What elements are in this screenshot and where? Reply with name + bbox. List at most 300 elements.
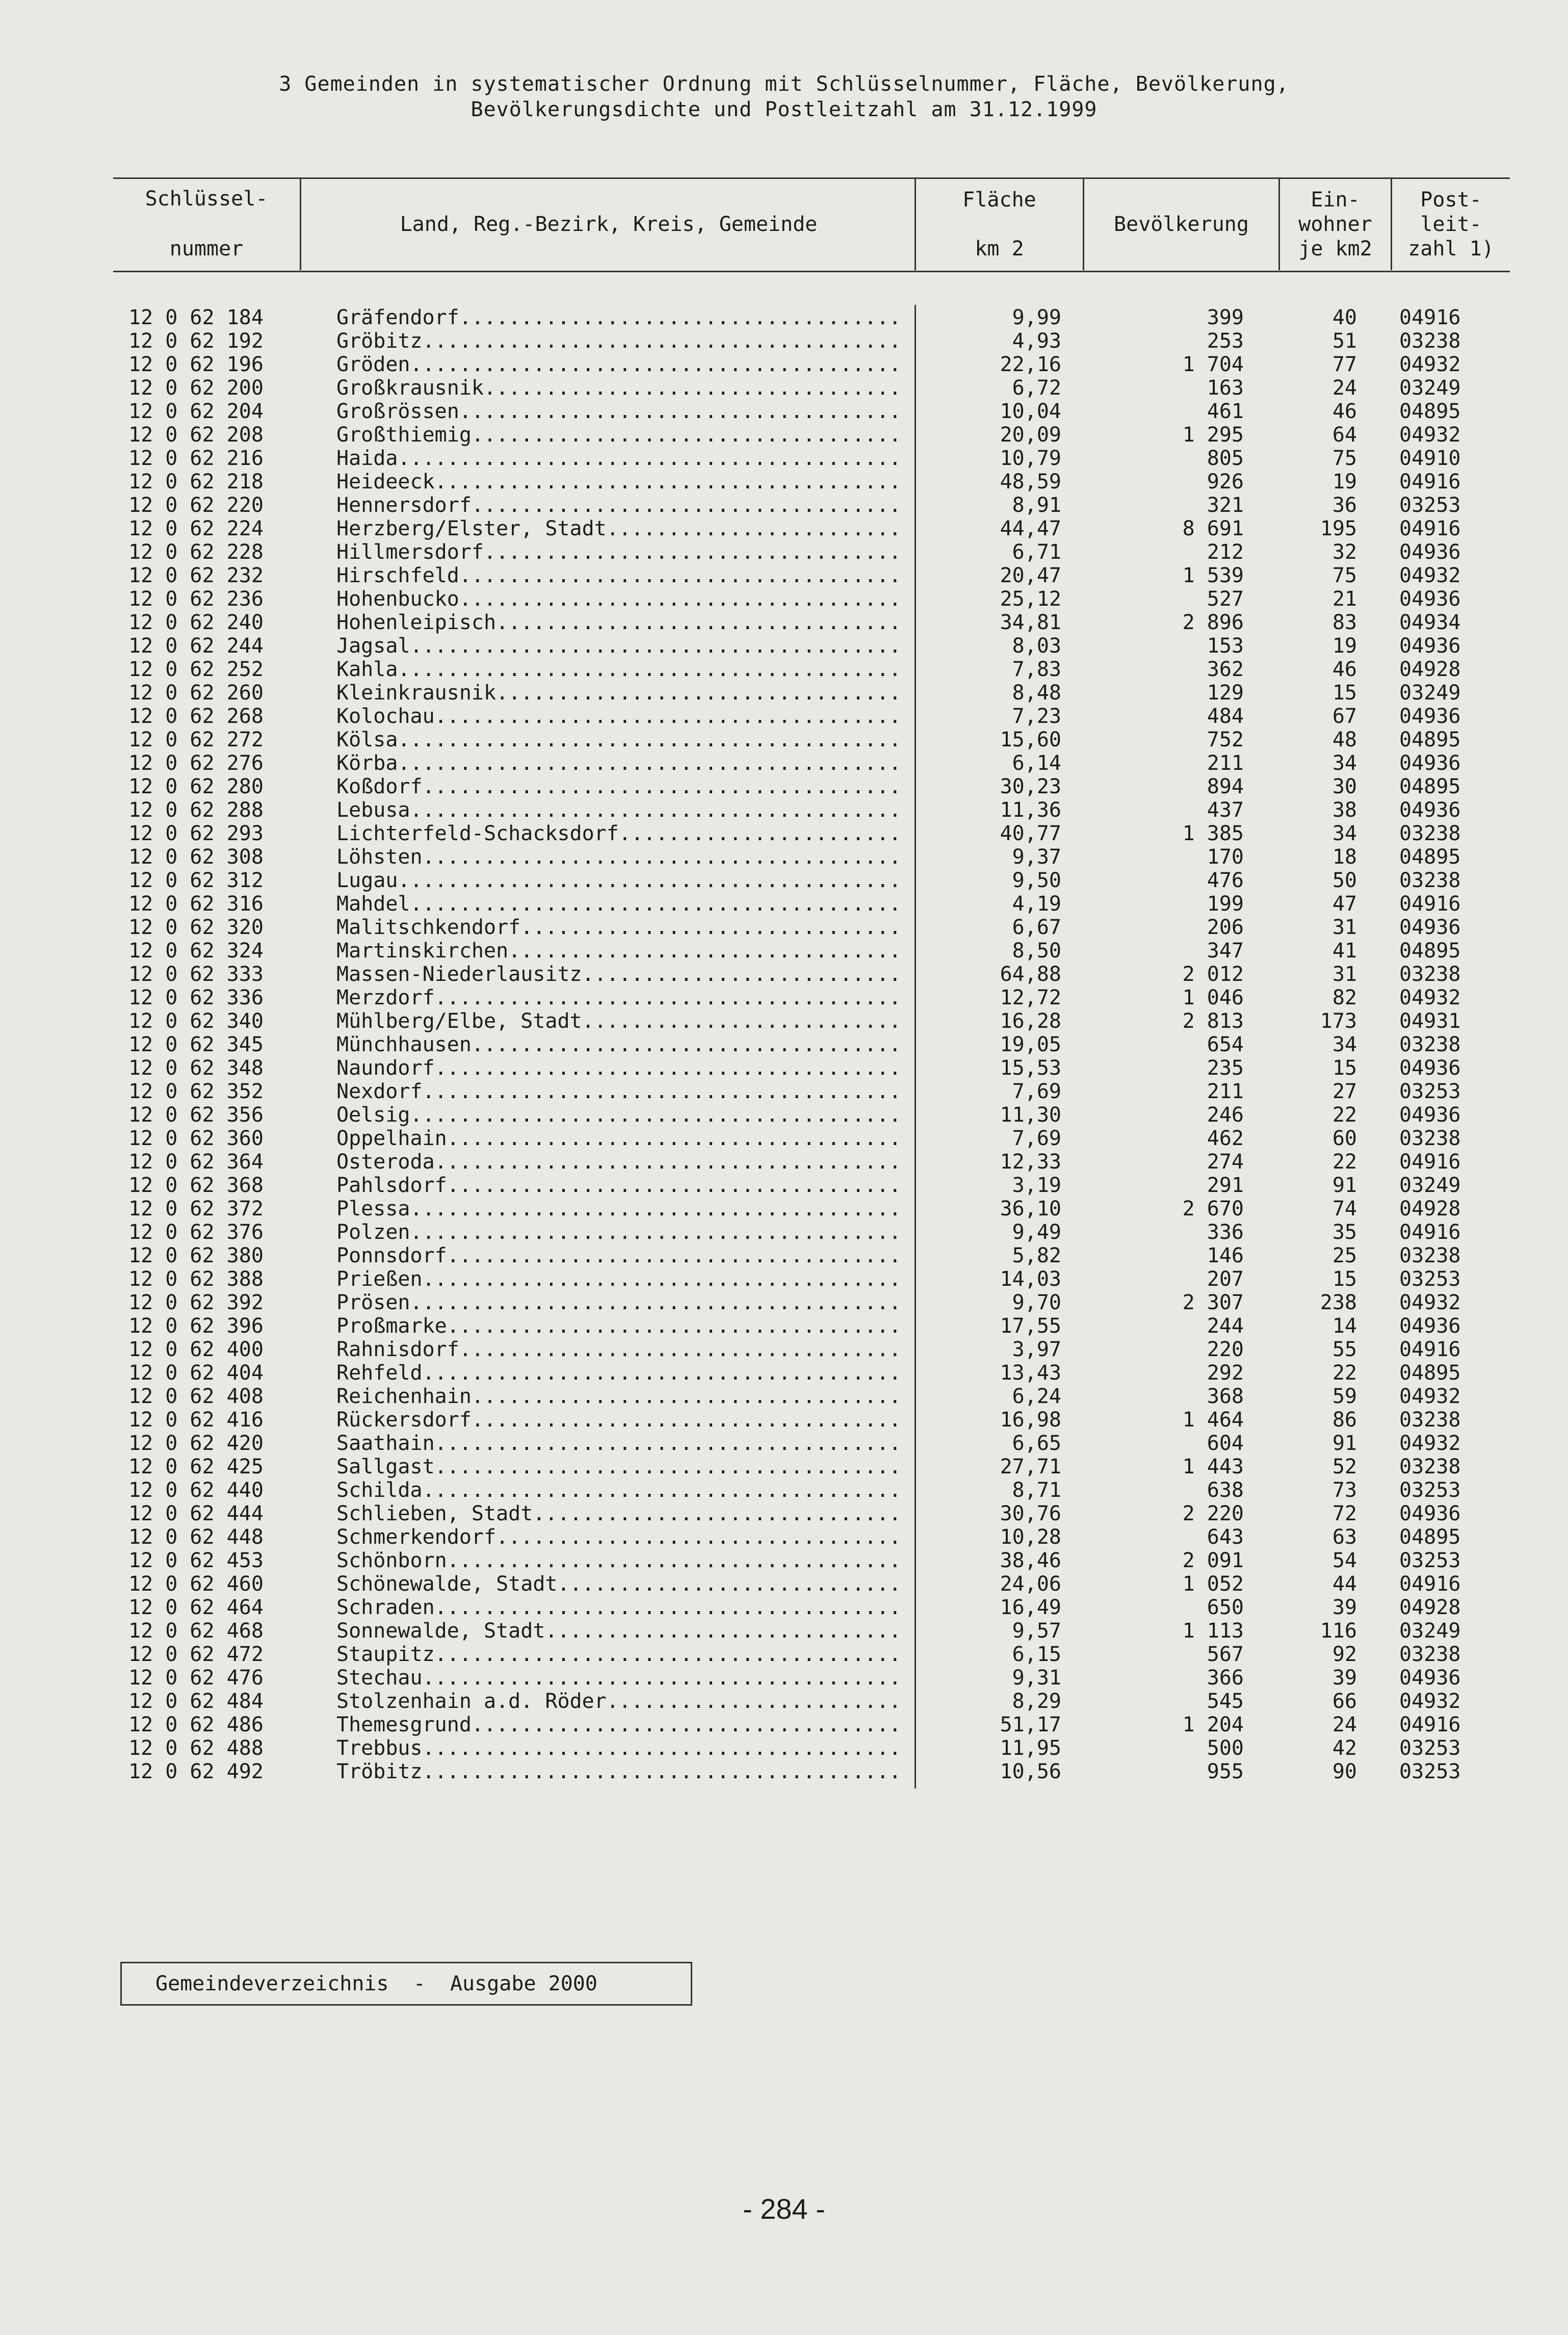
- row-population: 336: [1207, 1221, 1244, 1244]
- row-name: Mühlberg/Elbe, Stadt..........................: [336, 1009, 901, 1033]
- row-population: 362: [1207, 658, 1244, 681]
- table-row: [0, 1432, 1568, 1455]
- row-key: 12 0 62 224: [128, 517, 264, 540]
- row-key: 12 0 62 484: [128, 1690, 264, 1713]
- table-row: [0, 494, 1568, 517]
- table-row: [0, 751, 1568, 775]
- row-density: 75: [1332, 447, 1357, 470]
- row-density: 73: [1332, 1478, 1357, 1502]
- row-population: 484: [1207, 705, 1244, 728]
- row-name: Proßmarke.....................................: [336, 1314, 901, 1338]
- row-key: 12 0 62 204: [128, 400, 264, 423]
- row-population: 805: [1207, 447, 1244, 470]
- row-density: 47: [1332, 892, 1357, 916]
- row-density: 15: [1332, 1056, 1357, 1080]
- row-postal: 04936: [1399, 1314, 1461, 1338]
- row-key: 12 0 62 244: [128, 634, 264, 658]
- table-row: [0, 1478, 1568, 1502]
- row-key: 12 0 62 272: [128, 728, 264, 751]
- row-name: Lugau.........................................: [336, 869, 901, 892]
- row-population: 253: [1207, 329, 1244, 353]
- row-postal: 03238: [1399, 1643, 1461, 1666]
- row-key: 12 0 62 404: [128, 1361, 264, 1385]
- table-row: [0, 1572, 1568, 1596]
- row-area: 10,56: [1000, 1760, 1061, 1783]
- row-population: 274: [1207, 1150, 1244, 1174]
- row-key: 12 0 62 440: [128, 1478, 264, 1502]
- row-area: 10,04: [1000, 400, 1061, 423]
- table-row: [0, 353, 1568, 376]
- row-key: 12 0 62 340: [128, 1009, 264, 1033]
- row-postal: 03238: [1399, 1244, 1461, 1267]
- table-row: [0, 916, 1568, 939]
- row-key: 12 0 62 228: [128, 540, 264, 564]
- row-area: 7,23: [1012, 705, 1061, 728]
- row-postal: 04932: [1399, 423, 1461, 447]
- row-postal: 04936: [1399, 1103, 1461, 1127]
- row-population: 211: [1207, 751, 1244, 775]
- row-name: Stolzenhain a.d. Röder........................: [336, 1690, 901, 1713]
- table-row: [0, 798, 1568, 822]
- row-density: 41: [1332, 939, 1357, 963]
- table-row: [0, 1009, 1568, 1033]
- table-row: [0, 681, 1568, 705]
- row-name: Herzberg/Elster, Stadt........................: [336, 517, 901, 540]
- row-area: 36,10: [1000, 1197, 1061, 1221]
- table-row: [0, 1643, 1568, 1666]
- row-postal: 03253: [1399, 1267, 1461, 1291]
- row-density: 195: [1320, 517, 1357, 540]
- table-row: [0, 1736, 1568, 1760]
- row-population: 1 539: [1182, 564, 1244, 587]
- row-key: 12 0 62 364: [128, 1150, 264, 1174]
- row-name: Polzen........................................: [336, 1221, 901, 1244]
- row-name: Martinskirchen................................: [336, 939, 901, 963]
- row-postal: 04932: [1399, 1385, 1461, 1408]
- row-population: 1 443: [1182, 1455, 1244, 1478]
- table-row: [0, 447, 1568, 470]
- row-population: 545: [1207, 1690, 1244, 1713]
- row-area: 9,31: [1012, 1666, 1061, 1690]
- row-name: Ponnsdorf.....................................: [336, 1244, 901, 1267]
- row-name: Naundorf......................................: [336, 1056, 901, 1080]
- row-density: 51: [1332, 329, 1357, 353]
- row-population: 8 691: [1182, 517, 1244, 540]
- table-row: [0, 1150, 1568, 1174]
- row-density: 46: [1332, 658, 1357, 681]
- header-density-line2: wohner: [1298, 213, 1372, 236]
- row-population: 1 464: [1182, 1408, 1244, 1432]
- row-key: 12 0 62 416: [128, 1408, 264, 1432]
- row-name: Merzdorf......................................: [336, 986, 901, 1009]
- row-postal: 04895: [1399, 939, 1461, 963]
- row-population: 527: [1207, 587, 1244, 611]
- table-row: [0, 1666, 1568, 1690]
- table-row: [0, 1291, 1568, 1314]
- table-row: [0, 1690, 1568, 1713]
- row-name: Pahlsdorf.....................................: [336, 1174, 901, 1197]
- row-density: 34: [1332, 1033, 1357, 1056]
- row-population: 321: [1207, 494, 1244, 517]
- row-area: 30,23: [1000, 775, 1061, 798]
- row-density: 36: [1332, 494, 1357, 517]
- row-name: Schraden......................................: [336, 1596, 901, 1619]
- row-area: 48,59: [1000, 470, 1061, 494]
- row-key: 12 0 62 448: [128, 1525, 264, 1549]
- row-name: Themesgrund...................................: [336, 1713, 901, 1736]
- row-area: 9,99: [1012, 306, 1061, 329]
- row-name: Hohenbucko....................................: [336, 587, 901, 611]
- row-key: 12 0 62 196: [128, 353, 264, 376]
- row-population: 206: [1207, 916, 1244, 939]
- row-name: Großrössen....................................: [336, 400, 901, 423]
- row-density: 55: [1332, 1338, 1357, 1361]
- header-postal-line2: leit-: [1420, 213, 1482, 236]
- row-area: 3,19: [1012, 1174, 1061, 1197]
- row-area: 15,60: [1000, 728, 1061, 751]
- header-area-line1: Fläche: [962, 188, 1036, 212]
- row-area: 34,81: [1000, 611, 1061, 634]
- table-row: [0, 470, 1568, 494]
- row-population: 643: [1207, 1525, 1244, 1549]
- row-population: 163: [1207, 376, 1244, 400]
- row-population: 604: [1207, 1432, 1244, 1455]
- row-name: Massen-Niederlausitz..........................: [336, 963, 901, 986]
- row-density: 19: [1332, 634, 1357, 658]
- row-name: Schönewalde, Stadt............................: [336, 1572, 901, 1596]
- row-area: 8,03: [1012, 634, 1061, 658]
- row-postal: 04934: [1399, 611, 1461, 634]
- row-postal: 04916: [1399, 1713, 1461, 1736]
- row-density: 39: [1332, 1596, 1357, 1619]
- row-density: 22: [1332, 1103, 1357, 1127]
- row-postal: 03238: [1399, 869, 1461, 892]
- row-population: 2 012: [1182, 963, 1244, 986]
- row-key: 12 0 62 280: [128, 775, 264, 798]
- row-key: 12 0 62 288: [128, 798, 264, 822]
- row-area: 4,93: [1012, 329, 1061, 353]
- row-key: 12 0 62 236: [128, 587, 264, 611]
- row-population: 220: [1207, 1338, 1244, 1361]
- row-density: 30: [1332, 775, 1357, 798]
- row-name: Sallgast......................................: [336, 1455, 901, 1478]
- row-key: 12 0 62 472: [128, 1643, 264, 1666]
- row-population: 199: [1207, 892, 1244, 916]
- row-name: Hillmersdorf..................................: [336, 540, 901, 564]
- table-row: [0, 611, 1568, 634]
- row-key: 12 0 62 312: [128, 869, 264, 892]
- row-area: 11,36: [1000, 798, 1061, 822]
- header-density-line1: Ein-: [1311, 188, 1360, 212]
- row-population: 366: [1207, 1666, 1244, 1690]
- row-key: 12 0 62 276: [128, 751, 264, 775]
- row-density: 77: [1332, 353, 1357, 376]
- row-area: 12,72: [1000, 986, 1061, 1009]
- title-line-2: Bevölkerungsdichte und Postleitzahl am 31.12.1999: [471, 98, 1097, 121]
- row-key: 12 0 62 486: [128, 1713, 264, 1736]
- row-density: 60: [1332, 1127, 1357, 1150]
- row-key: 12 0 62 218: [128, 470, 264, 494]
- row-name: Saathain......................................: [336, 1432, 901, 1455]
- row-key: 12 0 62 476: [128, 1666, 264, 1690]
- table-row: [0, 1174, 1568, 1197]
- row-area: 40,77: [1000, 822, 1061, 845]
- row-name: Gräfendorf....................................: [336, 306, 901, 329]
- row-area: 8,91: [1012, 494, 1061, 517]
- row-density: 82: [1332, 986, 1357, 1009]
- row-area: 7,69: [1012, 1080, 1061, 1103]
- row-postal: 04916: [1399, 1221, 1461, 1244]
- row-postal: 04936: [1399, 798, 1461, 822]
- row-area: 12,33: [1000, 1150, 1061, 1174]
- row-key: 12 0 62 468: [128, 1619, 264, 1643]
- header-postal-line1: Post-: [1420, 188, 1482, 212]
- table-row: [0, 845, 1568, 869]
- row-density: 74: [1332, 1197, 1357, 1221]
- row-key: 12 0 62 488: [128, 1736, 264, 1760]
- row-name: Staupitz......................................: [336, 1643, 901, 1666]
- row-area: 7,69: [1012, 1127, 1061, 1150]
- row-area: 6,24: [1012, 1385, 1061, 1408]
- row-key: 12 0 62 316: [128, 892, 264, 916]
- row-population: 235: [1207, 1056, 1244, 1080]
- row-density: 91: [1332, 1432, 1357, 1455]
- table-row: [0, 1525, 1568, 1549]
- row-population: 654: [1207, 1033, 1244, 1056]
- row-density: 14: [1332, 1314, 1357, 1338]
- row-name: Reichenhain...................................: [336, 1385, 901, 1408]
- row-postal: 04928: [1399, 1596, 1461, 1619]
- row-name: Jagsal........................................: [336, 634, 901, 658]
- row-key: 12 0 62 208: [128, 423, 264, 447]
- row-key: 12 0 62 268: [128, 705, 264, 728]
- row-density: 18: [1332, 845, 1357, 869]
- row-density: 31: [1332, 963, 1357, 986]
- table-row: [0, 306, 1568, 329]
- row-area: 8,71: [1012, 1478, 1061, 1502]
- row-name: Haida.........................................: [336, 447, 901, 470]
- row-name: Trebbus.......................................: [336, 1736, 901, 1760]
- row-area: 30,76: [1000, 1502, 1061, 1525]
- header-top-rule: [113, 177, 1510, 179]
- row-key: 12 0 62 200: [128, 376, 264, 400]
- row-postal: 03253: [1399, 1760, 1461, 1783]
- row-population: 207: [1207, 1267, 1244, 1291]
- row-name: Kleinkrausnik.................................: [336, 681, 901, 705]
- row-population: 955: [1207, 1760, 1244, 1783]
- row-name: Osteroda......................................: [336, 1150, 901, 1174]
- row-area: 8,48: [1012, 681, 1061, 705]
- row-area: 19,05: [1000, 1033, 1061, 1056]
- row-population: 650: [1207, 1596, 1244, 1619]
- row-density: 72: [1332, 1502, 1357, 1525]
- row-key: 12 0 62 192: [128, 329, 264, 353]
- footer-label: Gemeindeverzeichnis - Ausgabe 2000: [120, 1962, 692, 2006]
- row-key: 12 0 62 356: [128, 1103, 264, 1127]
- row-key: 12 0 62 336: [128, 986, 264, 1009]
- row-postal: 04928: [1399, 658, 1461, 681]
- row-name: Oelsig........................................: [336, 1103, 901, 1127]
- header-density-line3: je km2: [1298, 237, 1372, 261]
- row-area: 6,14: [1012, 751, 1061, 775]
- table-row: [0, 587, 1568, 611]
- row-density: 116: [1320, 1619, 1357, 1643]
- row-population: 368: [1207, 1385, 1244, 1408]
- row-postal: 04932: [1399, 353, 1461, 376]
- table-row: [0, 634, 1568, 658]
- table-row: [0, 869, 1568, 892]
- row-population: 1 046: [1182, 986, 1244, 1009]
- row-density: 34: [1332, 751, 1357, 775]
- row-population: 153: [1207, 634, 1244, 658]
- row-postal: 04936: [1399, 587, 1461, 611]
- row-postal: 04928: [1399, 1197, 1461, 1221]
- row-density: 40: [1332, 306, 1357, 329]
- row-postal: 03249: [1399, 681, 1461, 705]
- table-row: [0, 963, 1568, 986]
- row-density: 25: [1332, 1244, 1357, 1267]
- table-row: [0, 1549, 1568, 1572]
- row-area: 20,47: [1000, 564, 1061, 587]
- row-postal: 03238: [1399, 1127, 1461, 1150]
- table-row: [0, 1056, 1568, 1080]
- row-key: 12 0 62 444: [128, 1502, 264, 1525]
- row-name: Großkrausnik..................................: [336, 376, 901, 400]
- row-key: 12 0 62 388: [128, 1267, 264, 1291]
- row-key: 12 0 62 252: [128, 658, 264, 681]
- row-postal: 03249: [1399, 1174, 1461, 1197]
- table-row: [0, 329, 1568, 353]
- row-postal: 04936: [1399, 916, 1461, 939]
- row-area: 22,16: [1000, 353, 1061, 376]
- row-postal: 04932: [1399, 1690, 1461, 1713]
- row-key: 12 0 62 293: [128, 822, 264, 845]
- row-area: 27,71: [1000, 1455, 1061, 1478]
- row-name: Körba.........................................: [336, 751, 901, 775]
- row-density: 24: [1332, 376, 1357, 400]
- table-row: [0, 705, 1568, 728]
- row-name: Hennersdorf...................................: [336, 494, 901, 517]
- table-row: [0, 1455, 1568, 1478]
- table-row: [0, 1385, 1568, 1408]
- header-name: Land, Reg.-Bezirk, Kreis, Gemeinde: [400, 213, 818, 236]
- row-area: 11,30: [1000, 1103, 1061, 1127]
- row-key: 12 0 62 260: [128, 681, 264, 705]
- row-density: 91: [1332, 1174, 1357, 1197]
- row-area: 9,70: [1012, 1291, 1061, 1314]
- row-key: 12 0 62 232: [128, 564, 264, 587]
- row-name: Lichterfeld-Schacksdorf.......................: [336, 822, 901, 845]
- row-postal: 04936: [1399, 540, 1461, 564]
- row-density: 54: [1332, 1549, 1357, 1572]
- row-key: 12 0 62 396: [128, 1314, 264, 1338]
- row-key: 12 0 62 220: [128, 494, 264, 517]
- row-postal: 03253: [1399, 1080, 1461, 1103]
- row-key: 12 0 62 324: [128, 939, 264, 963]
- row-density: 173: [1320, 1009, 1357, 1033]
- row-density: 44: [1332, 1572, 1357, 1596]
- header-key-line1: Schlüssel-: [145, 187, 268, 211]
- row-area: 9,57: [1012, 1619, 1061, 1643]
- row-population: 894: [1207, 775, 1244, 798]
- row-area: 16,98: [1000, 1408, 1061, 1432]
- row-name: Stechau.......................................: [336, 1666, 901, 1690]
- row-density: 15: [1332, 1267, 1357, 1291]
- row-area: 6,71: [1012, 540, 1061, 564]
- table-body: [0, 306, 1568, 1783]
- row-area: 8,29: [1012, 1690, 1061, 1713]
- row-name: Tröbitz.......................................: [336, 1760, 901, 1783]
- row-postal: 03238: [1399, 329, 1461, 353]
- row-density: 83: [1332, 611, 1357, 634]
- row-population: 1 052: [1182, 1572, 1244, 1596]
- row-population: 170: [1207, 845, 1244, 869]
- row-key: 12 0 62 352: [128, 1080, 264, 1103]
- row-area: 17,55: [1000, 1314, 1061, 1338]
- row-area: 9,50: [1012, 869, 1061, 892]
- row-area: 16,49: [1000, 1596, 1061, 1619]
- row-postal: 03249: [1399, 1619, 1461, 1643]
- row-density: 22: [1332, 1361, 1357, 1385]
- row-density: 27: [1332, 1080, 1357, 1103]
- table-row: [0, 1596, 1568, 1619]
- row-key: 12 0 62 216: [128, 447, 264, 470]
- row-name: Nexdorf.......................................: [336, 1080, 901, 1103]
- table-row: [0, 564, 1568, 587]
- row-population: 291: [1207, 1174, 1244, 1197]
- row-density: 92: [1332, 1643, 1357, 1666]
- row-name: Kolochau......................................: [336, 705, 901, 728]
- table-row: [0, 1760, 1568, 1783]
- row-key: 12 0 62 184: [128, 306, 264, 329]
- row-population: 437: [1207, 798, 1244, 822]
- row-population: 2 307: [1182, 1291, 1244, 1314]
- row-key: 12 0 62 420: [128, 1432, 264, 1455]
- row-population: 211: [1207, 1080, 1244, 1103]
- table-row: [0, 775, 1568, 798]
- row-postal: 04931: [1399, 1009, 1461, 1033]
- row-density: 48: [1332, 728, 1357, 751]
- header-key-line2: nummer: [169, 237, 244, 261]
- row-postal: 03238: [1399, 1455, 1461, 1478]
- row-density: 15: [1332, 681, 1357, 705]
- row-postal: 04932: [1399, 1432, 1461, 1455]
- row-key: 12 0 62 380: [128, 1244, 264, 1267]
- row-name: Prießen.......................................: [336, 1267, 901, 1291]
- row-postal: 04916: [1399, 306, 1461, 329]
- title-line-1: 3 Gemeinden in systematischer Ordnung mit Schlüsselnummer, Fläche, Bevölkerung,: [279, 72, 1289, 96]
- row-area: 6,67: [1012, 916, 1061, 939]
- table-row: [0, 1713, 1568, 1736]
- row-postal: 04916: [1399, 517, 1461, 540]
- row-density: 39: [1332, 1666, 1357, 1690]
- table-row: [0, 1080, 1568, 1103]
- row-key: 12 0 62 392: [128, 1291, 264, 1314]
- row-density: 90: [1332, 1760, 1357, 1783]
- table-row: [0, 1361, 1568, 1385]
- row-name: Großthiemig...................................: [336, 423, 901, 447]
- row-postal: 04936: [1399, 705, 1461, 728]
- header-area-line2: km 2: [975, 237, 1024, 261]
- row-postal: 03253: [1399, 1549, 1461, 1572]
- row-population: 246: [1207, 1103, 1244, 1127]
- table-row: [0, 1502, 1568, 1525]
- row-area: 51,17: [1000, 1713, 1061, 1736]
- row-density: 64: [1332, 423, 1357, 447]
- row-key: 12 0 62 372: [128, 1197, 264, 1221]
- row-name: Heideeck......................................: [336, 470, 901, 494]
- row-population: 2 091: [1182, 1549, 1244, 1572]
